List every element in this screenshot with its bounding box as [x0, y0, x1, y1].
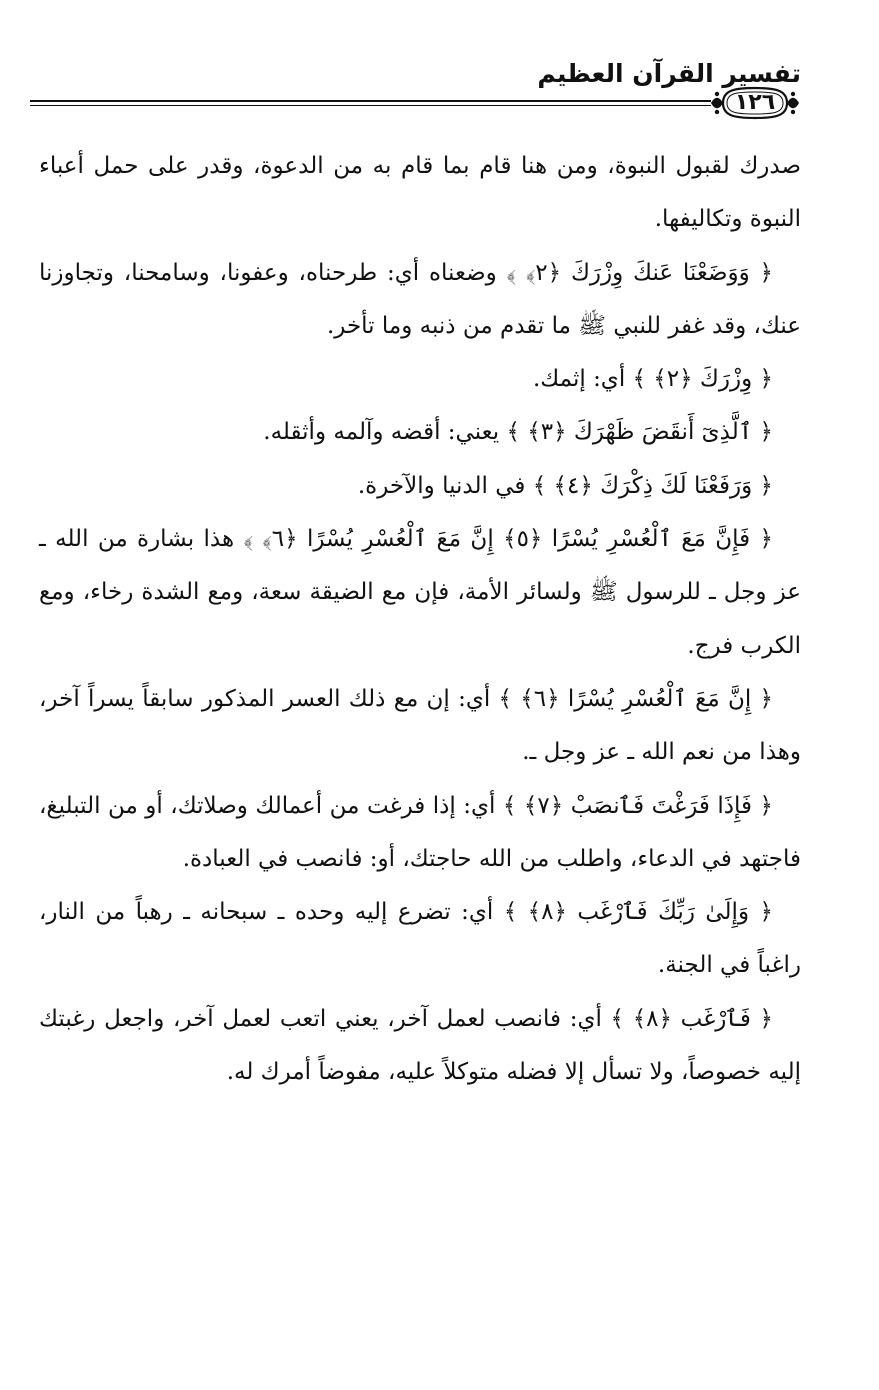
commentary-text: وضعناه أي: طرحناه، وعفونا، وسامحنا، وتجاوزنا عنك، وقد غفر للنبي ﷺ ما تقدم من ذنبه وما تأخر. [39, 259, 801, 339]
paragraph [39, 247, 801, 354]
page-number-ornament [709, 84, 801, 122]
paragraph [39, 406, 801, 459]
quran-verse: ﴿ وَوَضَعْنَا عَنكَ وِزْرَكَ ﴿٢﴾ ﴾ [506, 259, 774, 286]
paragraph [39, 886, 801, 993]
header-rule [30, 100, 711, 102]
quran-verse: ﴿ وَإِلَىٰ رَبِّكَ فَٱرْغَب ﴿٨﴾ ﴾ [503, 899, 773, 926]
commentary-text: أي: إذا فرغت من أعمالك وصلاتك، أو من التبليغ، فاجتهد في الدعاء، واطلب من الله حاجتك، أو: فانصب في العبادة. [39, 792, 801, 872]
paragraph [39, 140, 801, 247]
header-rule-thin [30, 105, 711, 106]
paragraph [39, 460, 801, 513]
book-title: تفسير القرآن العظيم [537, 59, 801, 88]
quran-verse: ﴿ فَإِذَا فَرَغْتَ فَٱنصَبْ ﴿٧﴾ ﴾ [502, 792, 773, 819]
commentary-text: أي: تضرع إليه وحده ـ سبحانه ـ رهباً من النار، راغباً في الجنة. [39, 899, 801, 979]
paragraph [39, 673, 801, 780]
commentary-text: يعني: أقضه وآلمه وأثقله. [263, 419, 507, 446]
quran-verse: ﴿ فَٱرْغَب ﴿٨﴾ ﴾ [610, 1005, 774, 1032]
quran-verse: ﴿ ٱلَّذِىٓ أَنقَضَ ظَهْرَكَ ﴿٣﴾ ﴾ [506, 419, 773, 446]
quran-verse: ﴿ فَإِنَّ مَعَ ٱلْعُسْرِ يُسْرًا ﴿٥﴾ إِنَّ مَعَ ٱلْعُسْرِ يُسْرًا ﴿٦﴾ ﴾ [243, 526, 773, 553]
paragraph [39, 780, 801, 887]
tafsir-body [39, 140, 801, 1099]
page-number: ١٢٦ [734, 90, 776, 115]
paragraph [39, 993, 801, 1100]
paragraph [39, 353, 801, 406]
commentary-text: أي: فانصب لعمل آخر، يعني اتعب لعمل آخر، واجعل رغبتك إليه خصوصاً، ولا تسأل إلا فضله متوكلاً عليه، مفوضاً أمرك له. [39, 1005, 801, 1086]
paragraph [39, 513, 801, 673]
commentary-text: هذا بشارة من الله ـ عز وجل ـ للرسول ﷺ ولسائر الأمة، فإن مع الضيقة سعة، ومع الشدة رخاء، ومع الكرب فرج. [39, 526, 801, 659]
commentary-text: في الدنيا والآخرة. [357, 472, 533, 499]
quran-verse: ﴿ وَرَفَعْنَا لَكَ ذِكْرَكَ ﴿٤﴾ ﴾ [532, 472, 773, 499]
quran-verse: ﴿ وِزْرَكَ ﴿٢﴾ ﴾ [632, 366, 773, 393]
commentary-text: صدرك لقبول النبوة، ومن هنا قام بما قام به من الدعوة، وقدر على حمل أعباء النبوة وتكاليفها. [39, 153, 801, 233]
quran-verse: ﴿ إِنَّ مَعَ ٱلْعُسْرِ يُسْرًا ﴿٦﴾ ﴾ [498, 685, 774, 712]
running-header [30, 58, 801, 98]
commentary-text: أي: إن مع ذلك العسر المذكور سابقاً يسراً آخر، وهذا من نعم الله ـ عز وجل ـ. [39, 685, 801, 766]
commentary-text: أي: إثمك. [532, 366, 633, 393]
